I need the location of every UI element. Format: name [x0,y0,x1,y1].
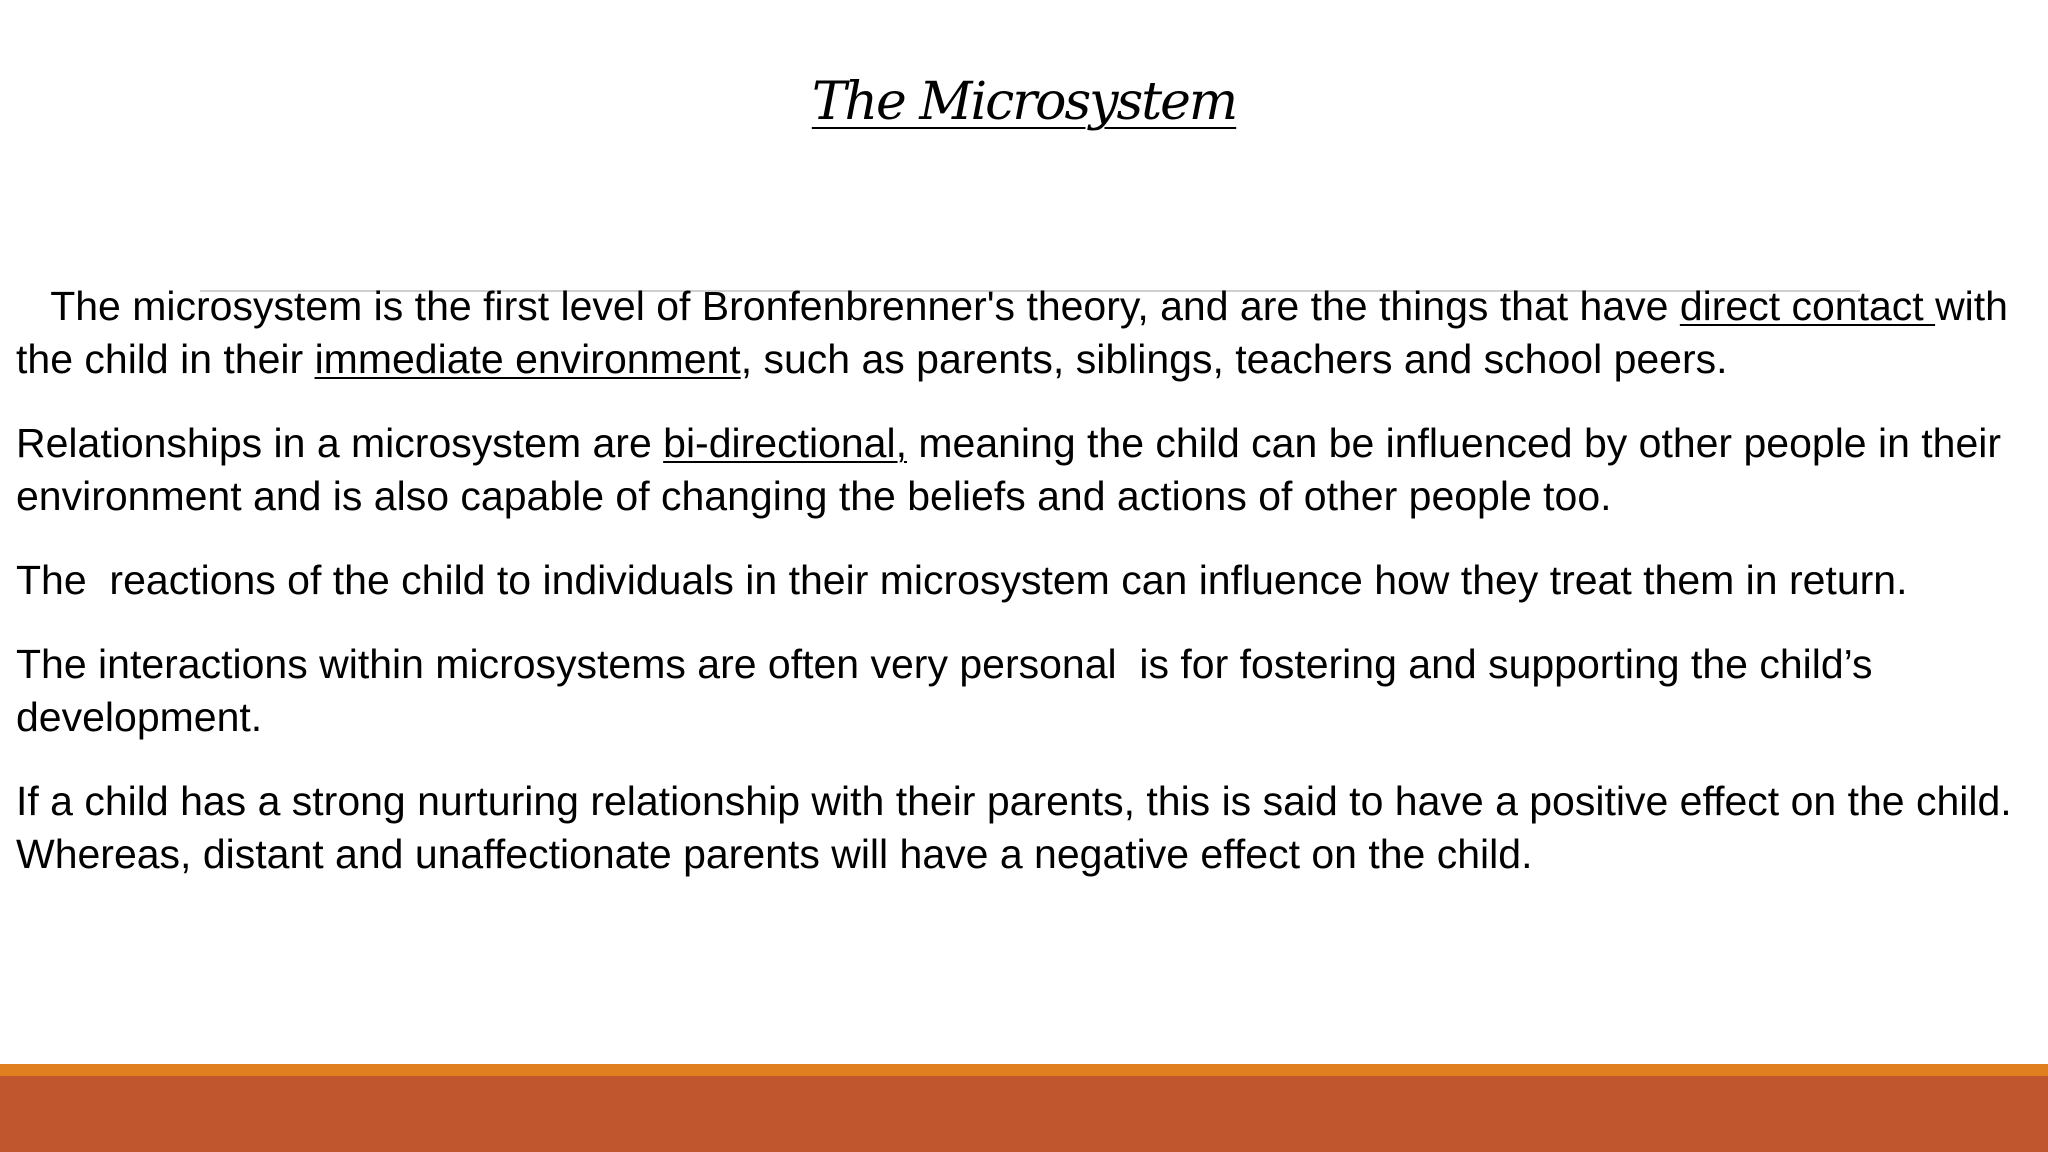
slide-body [16,280,2040,912]
paragraph-3: The reactions of the child to individuals in their microsystem can influence how they treat them in return. [16,557,1908,603]
p1-text-b: with the child in their [16,283,2020,382]
p1-text-c: , such as parents, siblings, teachers and school peers. [740,336,1728,382]
paragraph-4: The interactions within microsystems are often very personal is for fostering and supporting the child’s development. [16,641,1884,740]
paragraph-5: If a child has a strong nurturing relationship with their parents, this is said to have a positive effect on the child. Whereas, distant and unaffectionate parents will have a negative effect on the child. [16,778,2024,877]
footer-band-accent [0,1064,2048,1076]
slide-title: The Microsystem [811,72,1237,132]
paragraph-2 [16,417,2040,523]
p1-text-a: The microsystem is the first level of Bronfenbrenner's theory, and are the things that have [16,283,1680,329]
p2-underline-bi-directional: bi-directional, [663,420,907,466]
paragraph-1 [16,280,2040,386]
p1-underline-immediate-environment: immediate environment [314,336,741,382]
p2-text-a: Relationships in a microsystem are [16,420,664,466]
p2-text-b: meaning the child can be influenced by other people in their environment and is also capable of changing the beliefs and actions of other people too. [16,420,2013,519]
footer-band [0,1076,2048,1152]
p1-underline-direct-contact: direct contact [1679,283,1936,329]
